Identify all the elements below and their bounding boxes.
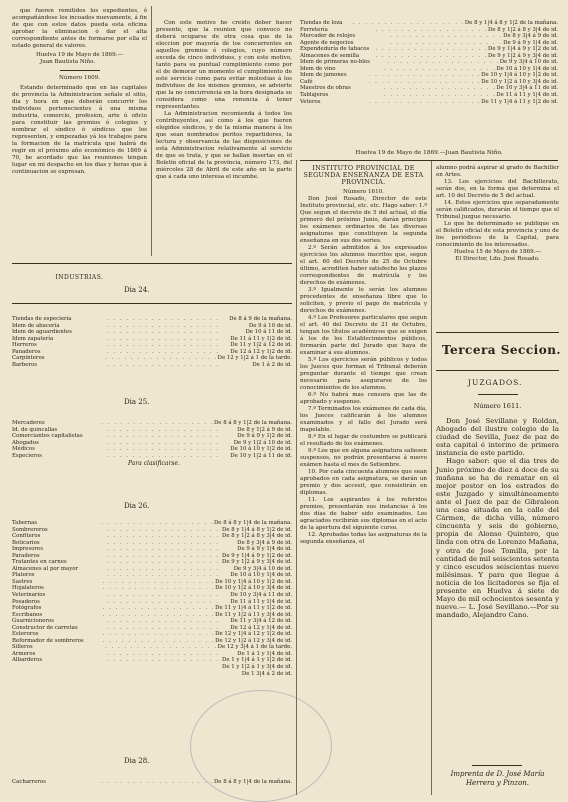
- row-time: De 8 y 1|4 á 8 y 1|2 de id.: [222, 526, 292, 533]
- row-time: De 10 á 11 de id.: [245, 329, 292, 336]
- row-time: De 11 y 3|4 á 12 de id.: [230, 618, 292, 625]
- row-time: De 11 á 11 y 1|4 de id.: [496, 92, 558, 99]
- instituto-p4: 4.º Los Profesores particulares que segun el art. 40 del Decreto de 21 de Octubre, tengan los títulos académicos que se exigen á los de los Establecimientos públicos, formarán parte del Jurado que haya de examinar á sus alumnos.: [300, 315, 427, 356]
- leader-dots: . . . . . . . . . . . . . . . . . .: [102, 585, 216, 592]
- table-row: [12, 362, 292, 369]
- divider: [60, 70, 100, 71]
- divider: [478, 394, 518, 395]
- day-28-heading: Dia 28.: [124, 757, 150, 765]
- row-label: Constructor de carretas: [12, 624, 78, 631]
- leader-dots: . . . . . . . . . . . . . . . . . .: [375, 26, 489, 33]
- leader-dots: [107, 671, 242, 678]
- row-time: De 10 y 1|4 á 10 y 1|2 de id.: [481, 72, 558, 79]
- row-time: De 10 y 3|4 á 11 de id.: [230, 592, 292, 599]
- row-label: Idem de primeras no-bles: [300, 59, 370, 66]
- leader-dots: . . . . . . . . . . . . . . . . . .: [107, 322, 220, 329]
- leader-dots: . . . . . . . . . . . . . . . . . .: [107, 533, 220, 540]
- library-stamp: [190, 690, 332, 802]
- row-label: Panaderos: [12, 348, 41, 355]
- row-label: Silleros: [12, 644, 33, 651]
- column-1-top: [12, 8, 147, 176]
- leader-dots: . . . . . . . . . . . . . . . . . .: [107, 452, 220, 459]
- printer-line: Imprenta de D. José María Herrera y Pinzon.: [450, 770, 545, 787]
- row-label: Ferretería: [300, 26, 328, 33]
- row-time: De 11 y 1|2 á 12 de id.: [230, 342, 292, 349]
- row-label: Carpinteros: [12, 355, 45, 362]
- row-label: Posaderos: [12, 598, 40, 605]
- row-label: Cacharreros: [12, 779, 46, 785]
- instituto-p1: Don José Rosado, Director de este Instituto provincial, etc. etc. Hago saber: 1.º Que segun el decreto de 5 del actual, el día primero del próximo Junio, darán principio los exámenes ordinarios de las diversas asignaturas que constituyen la segunda enseñanza en sus dos series.: [300, 196, 427, 244]
- row-time: De 10 á 10 y 1|4 de id.: [230, 572, 292, 579]
- row-time: De 9 y 3|4 á 10 de id.: [233, 565, 292, 572]
- col4-p13: 13. Los ejercicios del Bachillerato, serán dos, en la forma que determina el art. 10 del Decreto de 5 del actual.: [436, 179, 559, 199]
- instituto-p8: 8.º En el lugar de costumbre se publicará el resultado de los exámenes.: [300, 434, 427, 447]
- divider: [472, 765, 522, 766]
- row-time: De 12 á 12 y 1|2 de id.: [230, 348, 292, 355]
- row-time: De 10 á 10 y 1|2 de id.: [230, 446, 292, 453]
- row-label: Sastres: [12, 578, 33, 585]
- row-label: Idem de abacería: [12, 322, 60, 329]
- row-label: Tabernas: [12, 520, 38, 526]
- notice-body-2: Con este motivo he creido deber hacer presente, que la reunion que convoco no deberá ocuparse de otra cosa que de la eleccion por mayoría de los concurrentes en aquellos gremios ó colegios, cuyo número exceda de cinco individuos, y con este motivo, tanto para su puntual cumplimiento como por el de demorar un momento el cumplimiento de este servicio como para evitar molestias á los individuos de los mismos gremios, se advierte que la no concurrencia en la hora designada se considera como una renuncia á tener representantes.: [156, 20, 292, 110]
- row-time: De 11 y 1|2 á 11 y 3|4 de id.: [215, 611, 292, 618]
- day-25-heading: Dia 25.: [124, 398, 150, 406]
- notice-number: Número 1609.: [59, 75, 100, 81]
- day-24-heading: Dia 24.: [124, 286, 150, 294]
- row-time: De 12 á 12 y 1|4 de id.: [230, 624, 292, 631]
- row-label: Hojalateros: [12, 585, 44, 592]
- day-26-heading: Dia 26.: [124, 502, 150, 510]
- leader-dots: . . . . . . . . . . . . . . . . . .: [101, 420, 214, 426]
- instituto-p3: 3.º Igualmente lo serán los alumnos procedentes de enseñanza libre que lo soliciten, y previo el pago de matrícula y derechos de exámenes.: [300, 287, 427, 314]
- leader-dots: . . . . . . . . . . . . . . . . . .: [107, 348, 220, 355]
- edict-intro: Don José Sevillano y Roldan, Abogado del ilustre colegio de la ciudad de Sevilla, Juez de paz de esta capital é interino de primera instancia de este partido.: [436, 417, 559, 458]
- leader-dots: . . . . . . . . . . . . . . . . . .: [383, 85, 497, 92]
- leader-dots: . . . . . . . . . . . . . . . . . .: [107, 624, 220, 631]
- row-time: De 11 á 11 y 1|4 de id.: [230, 598, 292, 605]
- row-time: De 8 y 1|2 á 9 de id.: [237, 426, 292, 433]
- divider: [12, 263, 292, 264]
- leader-dots: . . . . . . . . . . . . . . . . . .: [107, 618, 220, 625]
- row-time: De 10 y 1|2 á 11 de id.: [230, 452, 292, 459]
- row-time: De 12 y 1|2 á 12 y 3|4 de id.: [215, 637, 292, 644]
- table-row: [12, 453, 292, 460]
- table-row: [300, 99, 558, 106]
- leader-dots: . . . . . . . . . . . . . . . . . .: [105, 644, 218, 651]
- leader-dots: . . . . . . . . . . . . . . . . . .: [107, 552, 220, 559]
- row-time: De 8 y 3|4 á 9 de id.: [503, 33, 558, 40]
- row-label: Reformador de sombreros: [12, 637, 84, 644]
- row-label: Id. de quincallas: [12, 426, 58, 433]
- leader-dots: . . . . . . . . . . . . . . . . . .: [107, 335, 220, 342]
- leader-dots: . . . . . . . . . . . . . . . . . .: [383, 65, 497, 72]
- row-label: Médicos: [12, 446, 35, 453]
- notice-body-3: La Administracion recomienda á todos los contribuyentes, así como á los que fueren elegidos síndicos, y de la misma manera á los que sean nombrados peritos repartidores, la lectura y observancia de las disposiciones de esta Administracion relativamente al servicio de que se trata, y que se hallan insertas en el Boletin oficial de la provincia, número 173, del miércoles 28 de Abril de este año en la parte que á cada uno interesa el incumbe.: [156, 111, 292, 180]
- row-label: Comerciantes capitalistas: [12, 433, 83, 440]
- signature: El Director, Ldo. José Rosado.: [455, 256, 540, 262]
- row-label: Herreros: [12, 342, 37, 349]
- col4-p14: 14. Estos ejercicios que separadamente serán calificados, durarán el tiempo que el Tribunal juzgue necesario.: [436, 200, 559, 220]
- notice-number: Número 1610.: [343, 189, 384, 195]
- schedule-table-day-26: [12, 520, 292, 677]
- leader-dots: . . . . . . . . . . . . . . . . . .: [107, 316, 220, 322]
- instituto-p12: 12. Aprobadas todas las asignaturas de la segunda enseñanza, el: [300, 532, 427, 545]
- row-time: De 1 y 1|2 á 1 y 3|4 de id.: [222, 664, 292, 671]
- row-label: Tratantes en carnes: [12, 559, 67, 566]
- leader-dots: . . . . . . . . . . . . . . . . . .: [102, 637, 216, 644]
- row-label: Idem de aguardientes: [12, 329, 72, 336]
- row-label: Maestros de obras: [300, 85, 351, 92]
- schedule-table-continued: [300, 20, 558, 105]
- schedule-table-day-24: [12, 316, 292, 368]
- divider: [300, 160, 558, 161]
- row-time: De 9 y 1|2 á 9 y 3|4 de id.: [222, 559, 292, 566]
- row-label: Albarderos: [12, 657, 43, 664]
- row-label: Escribanos: [12, 611, 43, 618]
- leader-dots: . . . . . . . . . . . . . . . . . .: [375, 52, 489, 59]
- row-time: De 9 y 1|2 á 10 de id.: [233, 439, 292, 446]
- row-time: De 10 y 1|4 á 10 y 1|2 de id.: [215, 578, 292, 585]
- divider: [436, 370, 559, 371]
- row-label: Guarnicioneros: [12, 618, 55, 625]
- leader-dots: . . . . . . . . . . . . . . . . . .: [107, 426, 220, 433]
- instituto-p7: 7.º Terminados los exámenes de cada día, los Jueces calificarán á los alumnos examinados y el fallo del Jurado será inapelable.: [300, 406, 427, 433]
- section-title: Tercera Seccion.: [442, 343, 562, 357]
- row-time: De 8 á 9 de la mañana.: [229, 316, 292, 322]
- row-time: De 1 3|4 á 2 de id.: [241, 670, 292, 677]
- row-label: Armeros: [12, 650, 36, 657]
- row-label: Idem de vino: [300, 65, 336, 72]
- row-time: De 8 á 8 y 1|4 de la mañana.: [213, 520, 292, 526]
- row-time: De 12 y 1|4 á 12 y 1|2 de id.: [215, 631, 292, 638]
- instituto-p10: 10. Por cada cincuenta alumnos que sean aprobados en cada asignatura, se darán un premio y dos accesit, que consistirán en diplomas.: [300, 469, 427, 496]
- date-line-right: Huelva 19 de Mayo de 1869.—Juan Bautista Niño.: [355, 150, 503, 156]
- row-time: De 10 y 1|2 á 10 y 3|4 de id.: [215, 585, 292, 592]
- row-label: Veteros: [300, 98, 321, 105]
- date-line: Huelva 15 de Mayo de 1869.—: [453, 249, 542, 255]
- leader-dots: . . . . . . . . . . . . . . . . . .: [383, 92, 497, 99]
- leader-dots: . . . . . . . . . . . . . . . . . .: [390, 33, 503, 40]
- row-label: Abogados: [12, 439, 39, 446]
- leader-dots: . . . . . . . . . . . . . . . . . .: [107, 546, 220, 553]
- row-time: De 9 y 1|4 á 9 y 1|2 de id.: [488, 46, 558, 53]
- col4-p15: Lo que he determinado se publique en el Boletín oficial de esta provincia y uno de los periódicos de la Capital, para conocimiento de los interesados.: [436, 221, 559, 248]
- instituto-p2: 2.º Serán admitidos á los expresados ejercicios los alumnos inscritos que, segun el art. 60 del Decreto de 25 de Octubre último, acrediten haber satisfecho los plazos correspondientes de matrícula y los derechos de exámenes.: [300, 245, 427, 286]
- juzgados-heading: JUZGADOS.: [468, 378, 523, 387]
- row-label: Mercader de relojes: [300, 33, 356, 40]
- leader-dots: . . . . . . . . . . . . . . . . . .: [107, 592, 220, 599]
- row-label: Confiteros: [12, 533, 41, 540]
- row-time: De 9 á 9 y 1|4 de id.: [503, 39, 558, 46]
- row-time: De 8 á 8 y 1|4 de la mañana.: [213, 779, 292, 785]
- leader-dots: . . . . . . . . . . . . . . . . . .: [368, 78, 482, 85]
- row-label: Fotógrafos: [12, 605, 42, 612]
- leader-dots: . . . . . . . . . . . . . . . . . .: [101, 779, 214, 785]
- row-label: Almacenes de semilla: [300, 52, 360, 59]
- leader-dots: . . . . . . . . . . . . . . . . . .: [107, 539, 220, 546]
- leader-dots: . . . . . . . . . . . . . . . . . .: [107, 439, 220, 446]
- instituto-p11: 11. Los aspirantes á los referidos premios, presentarán sus instancias á los dos días de haber sido examinados. Los agraciados recibirán sus diplomas en el acto de la apertura del siguiente curso.: [300, 497, 427, 531]
- row-label: Almacenes al por mayor: [12, 565, 79, 572]
- leader-dots: . . . . . . . . . . . . . . . . . .: [368, 98, 482, 105]
- industrias-heading: INDUSTRIAS.: [55, 274, 104, 281]
- notice-body: Estando determinado que en las capitales de provincia la Administracion señale el sitio, dia y hora en que deberán concurrir los individuos pertenecientes á una misma industria, comercio, profesion, arte ú oficio para constituir las gremios ó colegios y nombrar el síndico ó síndicos que los representen, y empezadas yá los trabajos para la formacion de la matrícula que habrá de regir en el próximo año económico de 1869 á 70, he acordado que las reuniones tengan lugar en mi despacho en los dias y horas que á continuacion se expresan.: [12, 85, 147, 175]
- column-2-top: [156, 20, 292, 181]
- column-divider: [431, 160, 432, 795]
- leader-dots: . . . . . . . . . . . . . . . . . .: [107, 565, 220, 572]
- row-label: Tiendas de loza: [300, 20, 343, 26]
- row-label: Idem de jamones: [300, 72, 347, 79]
- leader-dots: . . . . . . . . . . . . . . . . . .: [101, 520, 214, 526]
- column-4-top: [436, 165, 559, 263]
- row-label: Barberos: [12, 361, 37, 368]
- leader-dots: . . . . . . . . . . . . . . . . . .: [107, 598, 220, 605]
- leader-dots: . . . . . . . . . . . . . . . . . .: [105, 355, 218, 362]
- instituto-column: [300, 165, 427, 546]
- row-label: Agente de negocios: [300, 39, 354, 46]
- instituto-p6: 6.º No habrá mas censura que las de aprobado y suspenso.: [300, 392, 427, 405]
- instituto-p5: 5.º Los ejercicios serán públicos y todos los Jueces que forman el Tribunal deberán preguntar durante el tiempo que crean necesario para asegurarse de los conocimientos de los alumnos.: [300, 357, 427, 391]
- leader-dots: . . . . . . . . . . . . . . . . . .: [107, 650, 220, 657]
- notice-number: Número 1611.: [473, 402, 522, 410]
- intro-paragraph: que fueren remitidos los expedientes, ó acompañándose los incoados nuevamente, á fin de que con estos datos pueda esta oficina aprobar la eliminacion ó dar el alta correspondiente antes de formarse por ella el estado general de valores.: [12, 8, 147, 49]
- leader-dots: . . . . . . . . . . . . . . . . . .: [368, 72, 482, 79]
- leader-dots: . . . . . . . . . . . . . . . . . .: [107, 433, 220, 440]
- leader-dots: . . . . . . . . . . . . . . . . . .: [107, 361, 220, 368]
- table-row: [12, 671, 292, 678]
- row-time: De 1 á 1 y 1|4 de id.: [237, 650, 292, 657]
- leader-dots: . . . . . . . . . . . . . . . . . .: [107, 526, 220, 533]
- signature: Juan Bautista Niño.: [40, 59, 96, 65]
- row-label: Sombrereros: [12, 526, 48, 533]
- row-label: Boticarios: [12, 539, 40, 546]
- leader-dots: . . . . . . . . . . . . . . . . . .: [107, 342, 220, 349]
- leader-dots: . . . . . . . . . . . . . . . . . .: [390, 39, 503, 46]
- row-time: De 9 á 9 y 1|4 de id.: [237, 546, 292, 553]
- column-divider: [151, 6, 152, 256]
- row-time: De 9 á 10 de id.: [248, 322, 292, 329]
- leader-dots: . . . . . . . . . . . . . . . . . .: [107, 559, 220, 566]
- leader-dots: . . . . . . . . . . . . . . . . . .: [107, 446, 220, 453]
- row-time: De 12 y 1|2 á 1 de la tarde.: [217, 355, 292, 362]
- row-time: De 10 á 10 y 1|4 de id.: [496, 65, 558, 72]
- row-time: De 8 y 1|2 á 8 y 3|4 de id.: [222, 533, 292, 540]
- row-time: De 11 y 1|4 á 11 y 1|2 de id.: [215, 605, 292, 612]
- row-time: De 1 y 1|4 á 1 y 1|2 de id.: [222, 657, 292, 664]
- row-time: De 12 y 3|4 á 1 de la tarde.: [217, 644, 292, 651]
- row-time: De 8 y 1|4 á 8 y 1|2 de la mañana.: [464, 20, 558, 26]
- leader-dots: . . . . . . . . . . . . . . . . . .: [102, 578, 216, 585]
- schedule-table-day-25: [12, 420, 292, 459]
- leader-dots: . . . . . . . . . . . . . . . . . .: [387, 59, 500, 66]
- row-time: De 1 á 2 de id.: [252, 361, 292, 368]
- row-time: De 11 á 11 y 1|2 de id.: [230, 335, 292, 342]
- row-time: De 9 á 9 y 1|2 de id.: [237, 433, 292, 440]
- row-time: De 8 á 8 y 1|2 de la mañana.: [213, 420, 292, 426]
- leader-dots: . . . . . . . . . . . . . . . . . .: [107, 657, 220, 664]
- row-time: De 9 y 1|2 á 9 y 3|4 de id.: [488, 52, 558, 59]
- row-label: Veterinarios: [12, 592, 46, 599]
- leader-dots: . . . . . . . . . . . . . . . . . .: [102, 605, 216, 612]
- divider: [12, 303, 292, 304]
- row-label: [12, 671, 107, 678]
- row-label: Tiendas de especiería: [12, 316, 72, 322]
- divider: [436, 332, 559, 333]
- row-time: De 8 y 1|2 á 8 y 3|4 de id.: [488, 26, 558, 33]
- row-time: De 9 y 1|4 á 9 y 1|2 de id.: [222, 552, 292, 559]
- row-label: Esteroros: [12, 631, 39, 638]
- date-line: Huelva 19 de Mayo de 1869.—: [35, 52, 124, 58]
- instituto-p9: 9.º Los que en alguna asignatura saliesen suspensos, no podrán presentarse á nuevo exámen hasta el mes de Setiembre.: [300, 448, 427, 468]
- row-time: De 10 y 3|4 á 11 de id.: [496, 85, 558, 92]
- edict-body: Hago saber: que el dia tres de Junio próximo de diez á doce de su mañana se ha de rematar en el mejor postor en los estrados de este Juzgado y simultáneamente ante el Juez de paz de Gibraleon una casa situada en la calle del Cármen, de dicha villa, número cincuenta y seis de gobierno, propia de Alonso Quintero, que linda con otra de Lorenzo Mañana, y otra de José Tomilla, por la cantidad de mil seiscientos setenta y cinco escudos seiscientas nueve milésimas. Y para que llegue á noticia de los licitadores se fija el presente en Huelva á siete de Mayo de mil ochocientos sesenta y nueve.— L. José Sevillano.—Por su mandado, Alejandro Cano.: [436, 457, 559, 620]
- row-label: Paraderos: [12, 552, 40, 559]
- leader-dots: . . . . . . . . . . . . . . . . . .: [102, 611, 216, 618]
- leader-dots: . . . . . . . . . . . . . . . . . .: [107, 572, 220, 579]
- row-label: Expendeduría de tabacos: [300, 46, 370, 53]
- row-label: Plateros: [12, 572, 35, 579]
- row-label: Mercaderes: [12, 420, 45, 426]
- leader-dots: . . . . . . . . . . . . . . . . . .: [375, 46, 489, 53]
- col4-p1: alumno podrá aspirar al grado de Bachiller en Artes.: [436, 165, 559, 178]
- row-label: Impresores: [12, 546, 44, 553]
- leader-dots: . . . . . . . . . . . . . . . . . .: [102, 631, 216, 638]
- instituto-heading: INSTITUTO PROVINCIAL DE SEGUNDA ENSEÑANZA DE ESTA PROVINCIA.: [303, 164, 424, 186]
- leader-dots: . . . . . . . . . . . . . . . . . .: [352, 20, 465, 26]
- row-time: De 11 y 1|4 á 11 y 1|2 de id.: [481, 98, 558, 105]
- row-time: De 8 y 3|4 á 9 de id.: [237, 539, 292, 546]
- leader-dots: . . . . . . . . . . . . . . . . . .: [107, 329, 220, 336]
- para-clasificarse-label: Para clasificarse.: [128, 460, 180, 467]
- row-label: Idem zapatería: [12, 335, 54, 342]
- row-label: Tablajeros: [300, 92, 329, 99]
- row-label: Café: [300, 78, 313, 85]
- row-label: Especieros: [12, 452, 42, 459]
- row-time: De 10 y 1|2 á 10 y 3|4 de id.: [481, 78, 558, 85]
- edict-column: [436, 417, 559, 619]
- row-time: De 9 y 3|4 á 10 de id.: [499, 59, 558, 66]
